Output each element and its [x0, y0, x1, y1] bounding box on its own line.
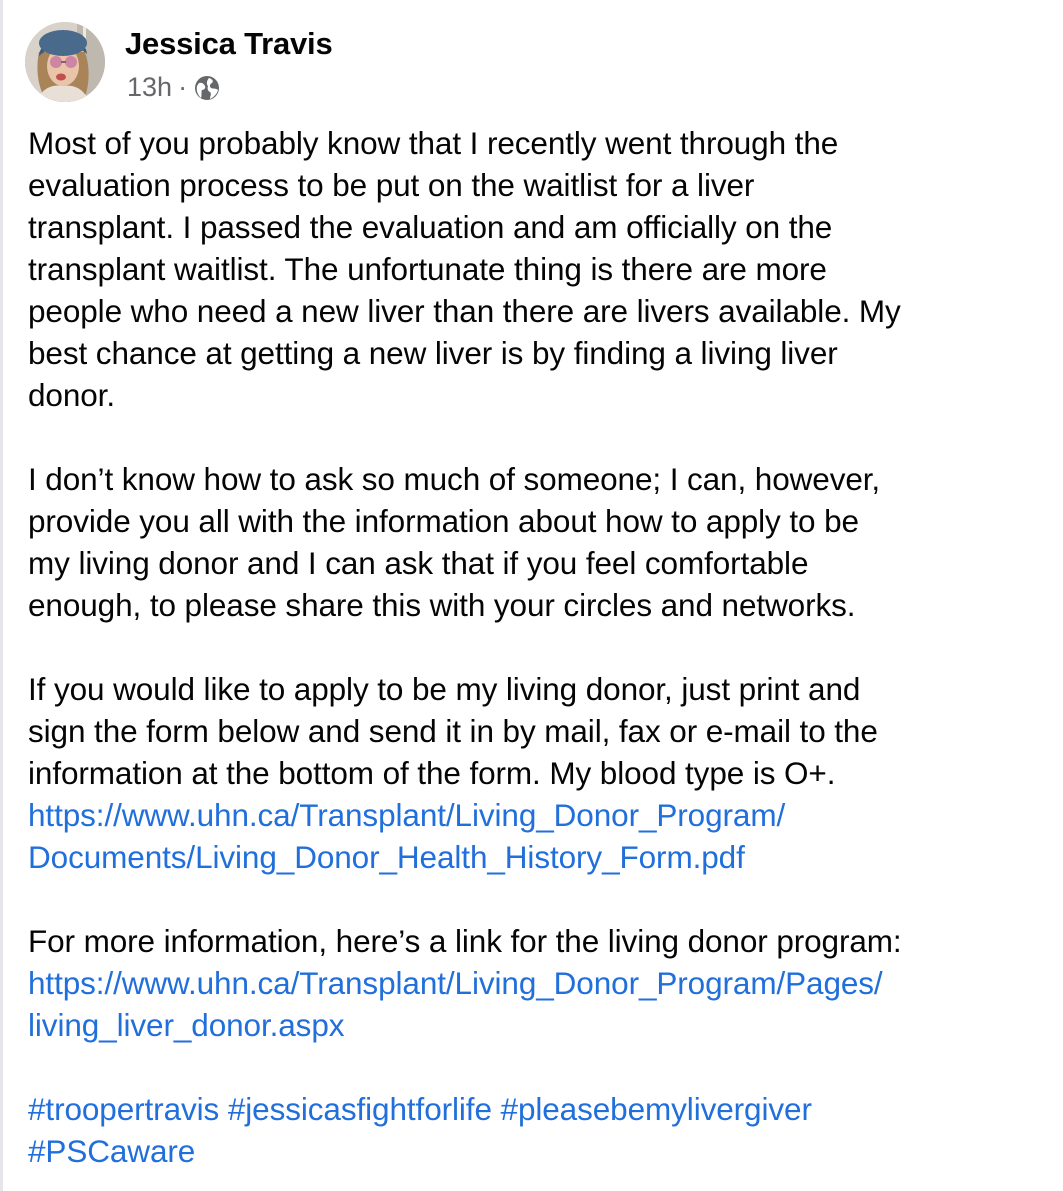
- text-line: For more information, here’s a link for the living donor program:: [28, 923, 902, 959]
- hashtags: [28, 1088, 1058, 1172]
- text-line: best chance at getting a new liver is by finding a living liver: [28, 335, 838, 371]
- post-paragraph-4: [28, 920, 1058, 1046]
- text-line: people who need a new liver than there are livers available. My: [28, 293, 901, 329]
- text-line: provide you all with the information about how to apply to be: [28, 503, 859, 539]
- text-line: Most of you probably know that I recently went through the: [28, 125, 839, 161]
- program-link[interactable]: https://www.uhn.ca/Transplant/Living_Donor_Program/Pages/: [28, 965, 883, 1001]
- text-line: transplant waitlist. The unfortunate thing is there are more: [28, 251, 827, 287]
- hashtag-troopertravis[interactable]: #troopertravis: [28, 1091, 220, 1127]
- post-paragraph-2: [28, 458, 1058, 626]
- form-link-continued[interactable]: Documents/Living_Donor_Health_History_Form.pdf: [28, 839, 745, 875]
- text-line: evaluation process to be put on the waitlist for a liver: [28, 167, 755, 203]
- post-paragraph-1: [28, 122, 1058, 416]
- hashtag-pleasebemylivergiver[interactable]: #pleasebemylivergiver: [500, 1091, 812, 1127]
- text-line: sign the form below and send it in by mail, fax or e-mail to the: [28, 713, 878, 749]
- avatar[interactable]: [25, 22, 105, 102]
- meta-separator: ·: [178, 72, 188, 102]
- globe-icon[interactable]: [193, 74, 221, 102]
- text-line: transplant. I passed the evaluation and am officially on the: [28, 209, 833, 245]
- text-line: enough, to please share this with your circles and networks.: [28, 587, 856, 623]
- post-body: [28, 122, 1058, 1172]
- profile-photo: [25, 22, 105, 102]
- form-link[interactable]: https://www.uhn.ca/Transplant/Living_Donor_Program/: [28, 797, 786, 833]
- text-line: If you would like to apply to be my living donor, just print and: [28, 671, 861, 707]
- author-name[interactable]: Jessica Travis: [125, 26, 333, 61]
- post-header: [25, 22, 625, 108]
- text-line: my living donor and I can ask that if you feel comfortable: [28, 545, 809, 581]
- text-line: I don’t know how to ask so much of someone; I can, however,: [28, 461, 881, 497]
- hashtag-pscaware[interactable]: #PSCaware: [28, 1133, 196, 1169]
- post-timestamp[interactable]: 13h: [127, 72, 173, 102]
- text-line: information at the bottom of the form. My blood type is O+.: [28, 755, 836, 791]
- hashtag-jessicasfightforlife[interactable]: #jessicasfightforlife: [227, 1091, 492, 1127]
- post-meta: [127, 72, 221, 103]
- program-link-continued[interactable]: living_liver_donor.aspx: [28, 1007, 345, 1043]
- text-line: donor.: [28, 377, 115, 413]
- post-paragraph-3: [28, 668, 1058, 878]
